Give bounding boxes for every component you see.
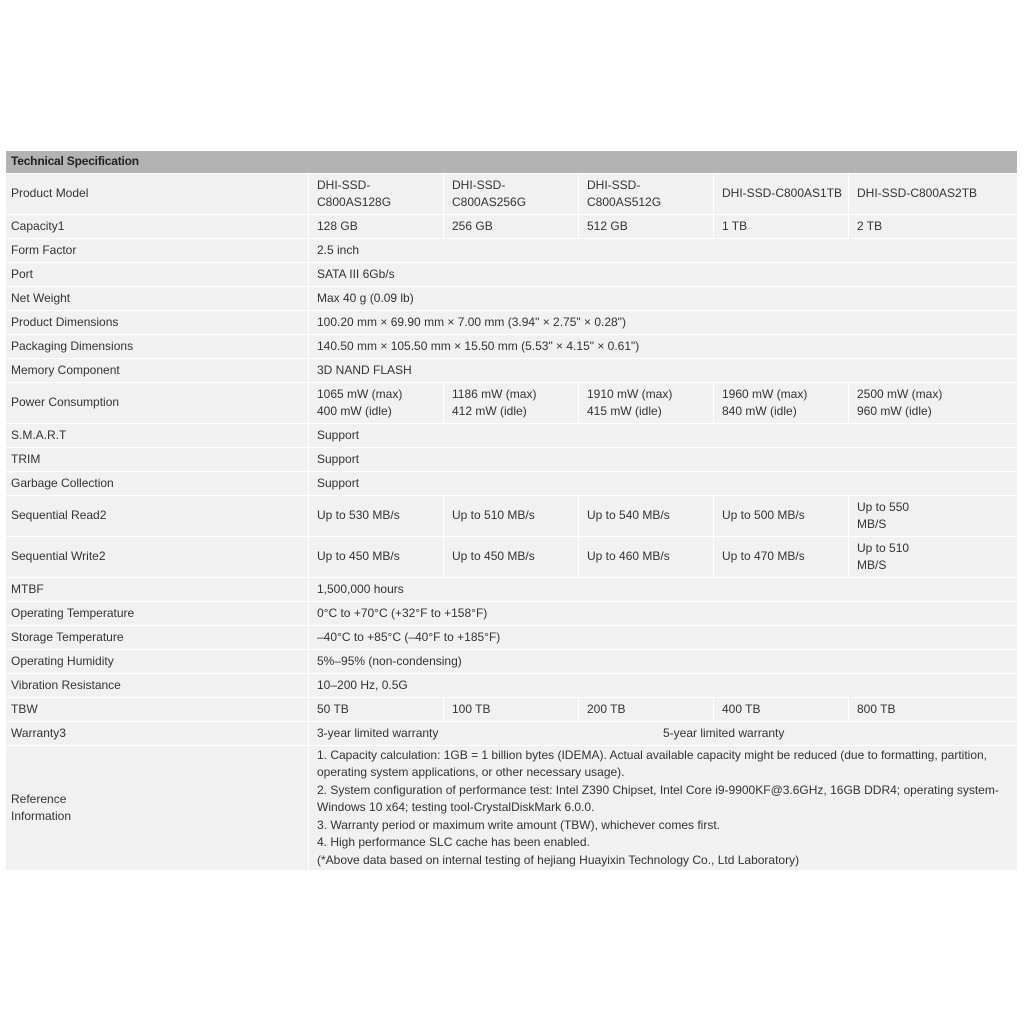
spec-row-sequential-write [6, 537, 1018, 578]
spec-value: Support [309, 472, 1018, 496]
spec-value: SATA III 6Gb/s [309, 263, 1018, 287]
spec-value: 1 TB [714, 215, 849, 239]
spec-value: Max 40 g (0.09 lb) [309, 287, 1018, 311]
spec-label: Packaging Dimensions [6, 335, 309, 359]
spec-value: 0°C to +70°C (+32°F to +158°F) [309, 602, 1018, 626]
spec-row-operating-humidity [6, 650, 1018, 674]
spec-row-warranty [6, 722, 1018, 746]
spec-value: 512 GB [579, 215, 714, 239]
spec-value: DHI-SSD-C800AS1TB [714, 174, 849, 215]
spec-value: 800 TB [849, 698, 1018, 722]
spec-row-power-consumption [6, 383, 1018, 424]
spec-row-reference-information [6, 746, 1018, 871]
spec-label: Vibration Resistance [6, 674, 309, 698]
spec-value: 1910 mW (max) 415 mW (idle) [579, 383, 714, 424]
spec-value: 1960 mW (max) 840 mW (idle) [714, 383, 849, 424]
spec-value: Up to 550 MB/S [849, 496, 1018, 537]
spec-row-form-factor [6, 239, 1018, 263]
spec-row-smart [6, 424, 1018, 448]
spec-value: Up to 460 MB/s [579, 537, 714, 578]
spec-label: Warranty3 [6, 722, 309, 746]
spec-row-operating-temperature [6, 602, 1018, 626]
table-title: Technical Specification [6, 151, 1018, 174]
spec-value: 3D NAND FLASH [309, 359, 1018, 383]
reference-notes [309, 746, 1018, 871]
spec-row-sequential-read [6, 496, 1018, 537]
spec-value: Up to 510 MB/s [444, 496, 579, 537]
spec-row-net-weight [6, 287, 1018, 311]
spec-row-product-model [6, 174, 1018, 215]
spec-value: DHI-SSD- C800AS256G [444, 174, 579, 215]
spec-value: 400 TB [714, 698, 849, 722]
spec-row-packaging-dimensions [6, 335, 1018, 359]
technical-specification-table [6, 151, 1018, 871]
reference-note: 1. Capacity calculation: 1GB = 1 billion bytes (IDEMA). Actual available capacity might be reduced (due to formatting, partition, operating system applications, or other necessary usage). [317, 747, 988, 780]
spec-value [309, 722, 1018, 746]
spec-value: 100.20 mm × 69.90 mm × 7.00 mm (3.94" × 2.75" × 0.28") [309, 311, 1018, 335]
spec-row-product-dimensions [6, 311, 1018, 335]
spec-row-vibration-resistance [6, 674, 1018, 698]
spec-label: TBW [6, 698, 309, 722]
spec-label: Operating Humidity [6, 650, 309, 674]
spec-value: Up to 530 MB/s [309, 496, 444, 537]
spec-value: 5%–95% (non-condensing) [309, 650, 1018, 674]
spec-row-memory-component [6, 359, 1018, 383]
reference-note: 4. High performance SLC cache has been enabled. [317, 835, 590, 850]
spec-value: DHI-SSD- C800AS128G [309, 174, 444, 215]
spec-value: 2 TB [849, 215, 1018, 239]
spec-value: 1,500,000 hours [309, 578, 1018, 602]
spec-label: Capacity1 [6, 215, 309, 239]
warranty-long: 5-year limited warranty [663, 725, 785, 740]
spec-label: Port [6, 263, 309, 287]
spec-label: Reference Information [6, 746, 309, 871]
spec-value: 1065 mW (max) 400 mW (idle) [309, 383, 444, 424]
spec-label: Garbage Collection [6, 472, 309, 496]
spec-label: Form Factor [6, 239, 309, 263]
spec-value: Up to 450 MB/s [309, 537, 444, 578]
spec-label: Net Weight [6, 287, 309, 311]
spec-label: Product Model [6, 174, 309, 215]
spec-label: Storage Temperature [6, 626, 309, 650]
spec-label: Sequential Write2 [6, 537, 309, 578]
spec-label: MTBF [6, 578, 309, 602]
spec-value: 128 GB [309, 215, 444, 239]
spec-value: 50 TB [309, 698, 444, 722]
spec-value: 10–200 Hz, 0.5G [309, 674, 1018, 698]
spec-row-storage-temperature [6, 626, 1018, 650]
spec-value: –40°C to +85°C (–40°F to +185°F) [309, 626, 1018, 650]
spec-value: Support [309, 448, 1018, 472]
spec-value: 100 TB [444, 698, 579, 722]
spec-value: 1186 mW (max) 412 mW (idle) [444, 383, 579, 424]
reference-note: 3. Warranty period or maximum write amount (TBW), whichever comes first. [317, 817, 720, 832]
spec-label: S.M.A.R.T [6, 424, 309, 448]
spec-value: 2.5 inch [309, 239, 1018, 263]
spec-value: Up to 540 MB/s [579, 496, 714, 537]
spec-value: DHI-SSD- C800AS512G [579, 174, 714, 215]
spec-label: Operating Temperature [6, 602, 309, 626]
spec-label: Product Dimensions [6, 311, 309, 335]
warranty-short: 3-year limited warranty [317, 725, 439, 740]
spec-value: 200 TB [579, 698, 714, 722]
spec-value: Up to 500 MB/s [714, 496, 849, 537]
spec-value: 2500 mW (max) 960 mW (idle) [849, 383, 1018, 424]
spec-value: Up to 450 MB/s [444, 537, 579, 578]
spec-label: TRIM [6, 448, 309, 472]
spec-label: Sequential Read2 [6, 496, 309, 537]
spec-label: Power Consumption [6, 383, 309, 424]
spec-value: 256 GB [444, 215, 579, 239]
spec-row-mtbf [6, 578, 1018, 602]
spec-value: DHI-SSD-C800AS2TB [849, 174, 1018, 215]
spec-value: Up to 470 MB/s [714, 537, 849, 578]
spec-value: 140.50 mm × 105.50 mm × 15.50 mm (5.53" × 4.15" × 0.61") [309, 335, 1018, 359]
spec-label: Memory Component [6, 359, 309, 383]
spec-row-tbw [6, 698, 1018, 722]
spec-value: Support [309, 424, 1018, 448]
spec-row-capacity [6, 215, 1018, 239]
spec-row-garbage-collection [6, 472, 1018, 496]
reference-note: 2. System configuration of performance test: Intel Z390 Chipset, Intel Core i9-9900KF@3.6GHz, 16GB DDR4; operating system-Windows 10 x64; testing tool-CrystalDiskMark 6.0.0. [317, 782, 999, 815]
spec-row-trim [6, 448, 1018, 472]
spec-value: Up to 510 MB/S [849, 537, 1018, 578]
reference-note: (*Above data based on internal testing of hejiang Huayixin Technology Co., Ltd Laboratory) [317, 852, 800, 867]
spec-row-port [6, 263, 1018, 287]
